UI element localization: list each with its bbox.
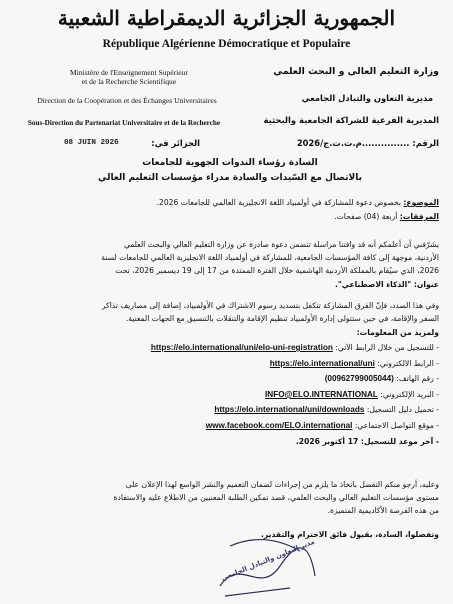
info-item: - البريد الإلكتروني: INFO@ELO.INTERNATIONAL: [265, 389, 439, 399]
info-label: تحميل دليل التسجيل:: [364, 405, 434, 415]
paragraph-fees: [7, 299, 439, 325]
ministry-fr: [44, 68, 214, 86]
recipients-line2: بالاتصال مع السّيدات والسادة مدراء مؤسسات التعليم العالي: [97, 173, 363, 183]
info-item: - الرابط الالكتروني: https://elo.international/uni: [269, 358, 439, 368]
paragraph-intro: [7, 238, 439, 291]
direction-ar: مديرية التعاون والتبادل الجامعي: [301, 93, 433, 103]
ministry-ar: وزارة التعليم العالي و البحث العلمي: [273, 66, 439, 77]
info-list: [19, 340, 439, 449]
registration-link[interactable]: https://elo.international/uni/elo-uni-registration: [150, 343, 333, 352]
attachments-label: المرفقات:: [399, 212, 439, 221]
reference-number: الرقم: ...............م.ت.ت.ج/2026: [296, 138, 439, 148]
paragraph-request-line: وعليه، أرجو منكم التفضل باتخاذ ما يلزم من إجراءات لضمان التعميم والنشر الواسع لهذا الإعلان على: [125, 480, 439, 489]
info-label: البريد الإلكتروني:: [377, 389, 434, 399]
paragraph-intro-line: الأردنية، موجهة إلى كافة المؤسسات الجامعية، للمشاركة في أولمبياد اللغة الانجليزية العالمي للجامعات لسنة: [101, 253, 439, 263]
paragraph-intro-line: عنوان: "الذكاء الاصطناعي".: [334, 279, 439, 289]
info-item: - للتسجيل من خلال الرابط الآتي: https://elo.international/uni/elo-uni-registration: [150, 343, 439, 352]
closing-line: وتفضلوا، السادة، بقبول فائق الاحترام والتقدير.: [261, 530, 439, 539]
info-label: الرابط الالكتروني:: [374, 358, 434, 368]
paragraph-fees-line: السفر والإقامة، في حين ستتولى إدارة الأولمبياد تنظيم الإقامة والتنقلات بالتنسيق مع الجهات المعنية.: [125, 314, 439, 324]
subdirection-fr: Sous-Direction du Partenariat Universitaire et de la Recherche: [27, 119, 221, 127]
subject-line: [19, 196, 439, 209]
info-item: - تحميل دليل التسجيل: https://elo.international/uni/downloads: [214, 405, 439, 415]
official-stamp: [210, 526, 320, 600]
info-item: - موقع التواصل الاجتماعي: www.facebook.com/ELO.international: [205, 420, 439, 430]
paragraph-fees-line: وفي هذا الصدد، فإنّ الفرق المشاركة تتكفل بتسديد رسوم الاشتراك في الأولمبياد، إضافة إلى مصاريف تذاكر: [101, 301, 439, 310]
french-republic-title: République Algérienne Démocratique et Populaire: [102, 38, 351, 50]
email-link[interactable]: INFO@ELO.INTERNATIONAL: [265, 389, 378, 399]
subject-label: الموضوع:: [403, 198, 439, 207]
subdirection-ar: المديرية الفرعية للشراكة الجامعية والبحثية: [263, 115, 439, 125]
ministry-fr-line1: Ministère de l'Enseignement Supérieur: [70, 68, 188, 77]
phone-number: (00962799005044): [324, 374, 394, 384]
stamp-text: مدير التعاون والتبادل الجامعي: [220, 537, 316, 583]
info-label: آخر موعد للتسجيل:: [358, 436, 434, 446]
info-intro: ولمزيد من المعلومات:: [356, 328, 439, 337]
date-stamp: 08 JUIN 2026: [64, 139, 119, 147]
date-label: الجزائر في:: [151, 138, 200, 148]
facebook-link[interactable]: www.facebook.com/ELO.international: [205, 420, 353, 430]
paragraph-intro-line: يشرّفني أن أعلمكم أنه قد وافتنا مراسلة تتضمن دعوة صادرة عن وزارة التعليم العالي والبحث العلمي: [123, 240, 439, 249]
paragraph-request-line: مستوى مؤسسات التعليم العالي والبحث العلمي، قصد تمكين الطلبة المعنيين من الاطلاع عليه والاستفادة: [113, 493, 439, 503]
direction-fr: Direction de la Coopération et des Échanges Universitaires: [37, 96, 217, 105]
paragraph-intro-line: 2026، الذي سيُقام بالمملكة الأردنية الهاشمية خلال الفترة الممتدة من 17 إلى 19 ديسمبر 2026، تحت: [115, 266, 439, 276]
ministry-fr-line2: et de la Recherche Scientifique: [81, 77, 177, 86]
info-label: رقم الهاتف:: [393, 374, 434, 384]
website-link[interactable]: https://elo.international/uni: [269, 358, 375, 368]
paragraph-request: [7, 478, 439, 518]
paragraph-request-line: من هذه الفرصة الأكاديمية المتميزة.: [327, 506, 439, 516]
info-label: موقع التواصل الاجتماعي:: [352, 420, 434, 430]
info-item: - آخر موعد للتسجيل: 17 أكتوبر 2026.: [295, 436, 439, 446]
attachments-text: أربعة (04) صفحات.: [334, 212, 400, 221]
registration-deadline: 17 أكتوبر 2026.: [295, 436, 359, 446]
recipients-line1: السادة رؤساء الندوات الجهوية للجامعات: [142, 158, 318, 168]
info-item: - رقم الهاتف: (00962799005044): [324, 374, 439, 384]
arabic-republic-title: الجمهورية الجزائرية الديمقراطية الشعبية: [57, 6, 396, 30]
info-label: للتسجيل من خلال الرابط الآتي:: [332, 343, 434, 352]
downloads-link[interactable]: https://elo.international/uni/downloads: [214, 405, 365, 415]
subject-text: بخصوص دعوة للمشاركة في أولمبياد اللغة الانجليزية العالمي للجامعات 2026.: [156, 198, 404, 207]
attachments-line: [19, 210, 439, 223]
